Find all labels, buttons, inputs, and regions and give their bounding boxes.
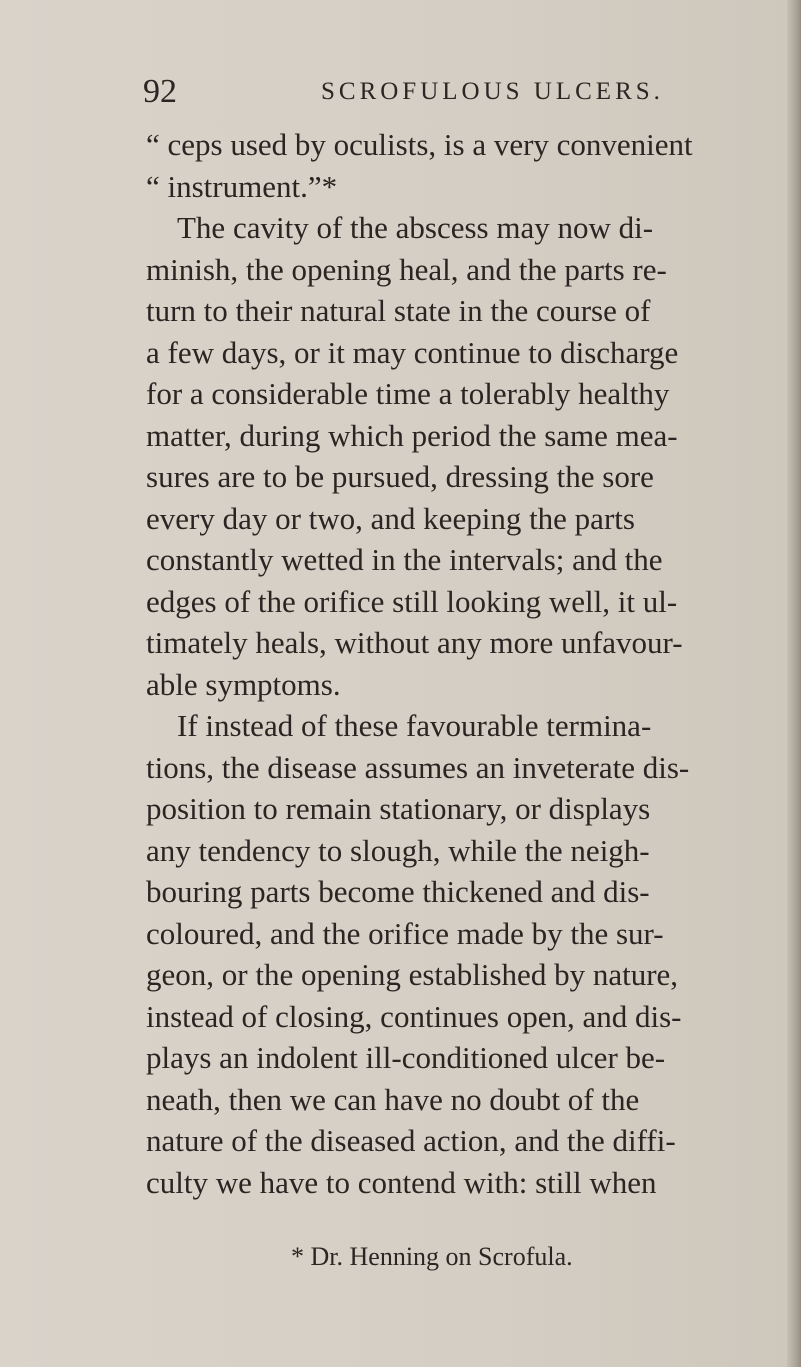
text-line: position to remain stationary, or displays bbox=[146, 791, 651, 826]
text-line: culty we have to contend with: still when bbox=[146, 1164, 657, 1200]
text-line: any tendency to slough, while the neigh- bbox=[146, 832, 650, 868]
text-line: instead of closing, continues open, and dis- bbox=[146, 998, 682, 1034]
text-line: edges of the orifice still looking well, it ul- bbox=[146, 583, 678, 619]
text-line: able symptoms. bbox=[146, 666, 341, 702]
page-number: 92 bbox=[143, 73, 177, 110]
text-line: “ ceps used by oculists, is a very convenient bbox=[146, 127, 693, 162]
text-line: bouring parts become thickened and dis- bbox=[146, 874, 650, 909]
text-line: If instead of these favourable termina- bbox=[177, 708, 652, 743]
text-line: minish, the opening heal, and the parts re- bbox=[146, 251, 667, 287]
text-line: The cavity of the abscess may now di- bbox=[177, 210, 654, 245]
text-line: plays an indolent ill-conditioned ulcer be- bbox=[146, 1040, 666, 1075]
text-line: a few days, or it may continue to discharge bbox=[146, 334, 679, 370]
text-line: neath, then we can have no doubt of the bbox=[146, 1081, 640, 1117]
text-line: sures are to be pursued, dressing the sore bbox=[146, 459, 654, 494]
text-line: turn to their natural state in the course of bbox=[146, 293, 651, 328]
text-line: coloured, and the orifice made by the sur- bbox=[146, 915, 664, 951]
text-line: geon, or the opening established by nature, bbox=[146, 957, 679, 992]
body-text bbox=[146, 124, 786, 1203]
text-line: for a considerable time a tolerably healthy bbox=[146, 376, 670, 411]
text-line: matter, during which period the same mea- bbox=[146, 417, 678, 453]
page-edge-shadow bbox=[787, 0, 801, 1367]
text-line: every day or two, and keeping the parts bbox=[146, 500, 635, 536]
text-line: “ instrument.”* bbox=[146, 168, 338, 204]
running-title: SCROFULOUS ULCERS. bbox=[321, 78, 664, 105]
text-line: timately heals, without any more unfavour- bbox=[146, 625, 683, 660]
text-line: nature of the diseased action, and the diffi- bbox=[146, 1123, 676, 1158]
page-header bbox=[143, 72, 783, 112]
text-line: tions, the disease assumes an inveterate dis- bbox=[146, 749, 690, 785]
footnote: * Dr. Henning on Scrofula. bbox=[291, 1242, 573, 1271]
text-line: constantly wetted in the intervals; and the bbox=[146, 542, 663, 577]
